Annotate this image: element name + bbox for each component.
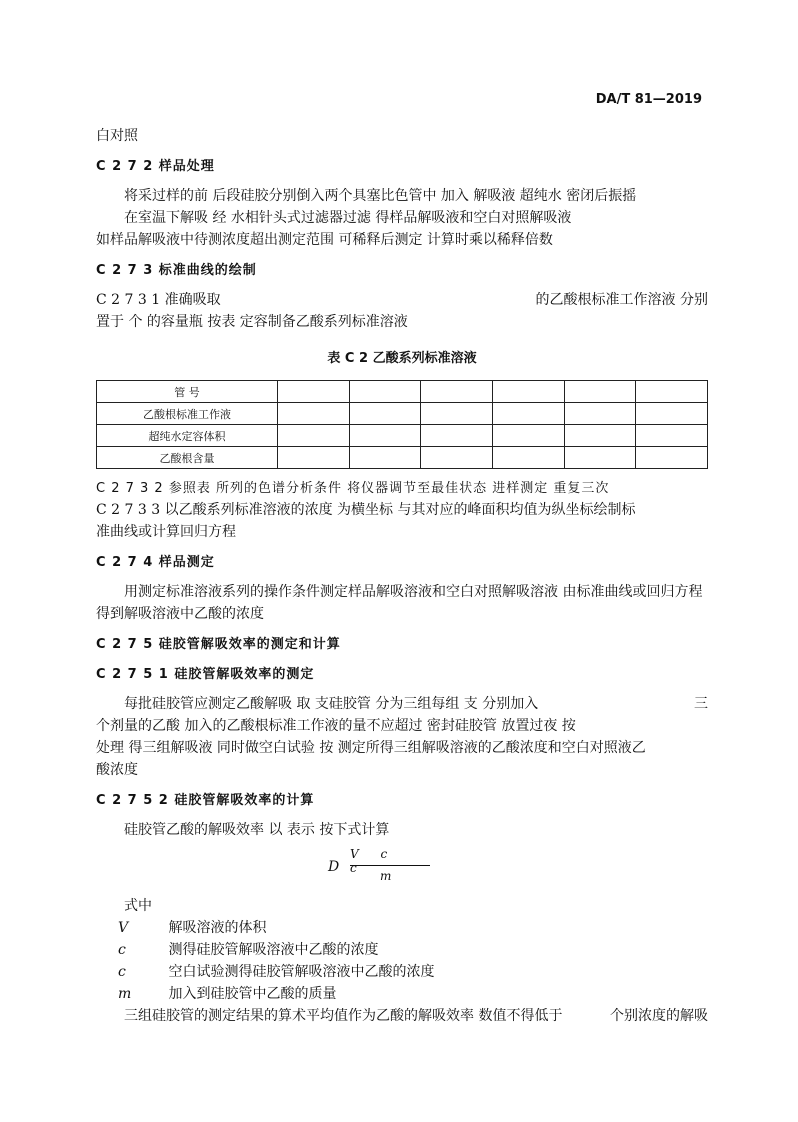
formula-num-c1: c: [380, 847, 388, 861]
c274-line-1: 用测定标准溶液系列的操作条件测定样品解吸溶液和空白对照解吸溶液 由标准曲线或回归方程: [124, 584, 703, 600]
formula-fraction-bar: [350, 865, 430, 866]
formula-num-v: V: [350, 847, 359, 861]
c2731-lead: C 2 7 3 1 准确吸取: [96, 292, 221, 308]
symbol-definitions: [96, 917, 708, 1005]
definition-item: [96, 939, 708, 961]
c2731-tail: 的乙酸根标准工作溶液 分别: [535, 292, 708, 308]
definition-item: [96, 961, 708, 983]
table-row-label: 乙酸根含量: [97, 447, 278, 469]
section-c2751-heading: C 2 7 5 1 硅胶管解吸效率的测定: [96, 667, 315, 682]
table-c2: [96, 380, 708, 469]
table-row: [97, 425, 708, 447]
final-line-end: 个别浓度的解吸: [610, 1008, 708, 1024]
section-c273-heading: C 2 7 3 标准曲线的绘制: [96, 263, 257, 278]
definition-text: 加入到硅胶管中乙酸的质量: [168, 986, 337, 1002]
definition-symbol: c: [118, 942, 126, 958]
final-line-text: 三组硅胶管的测定结果的算术平均值作为乙酸的解吸效率 数值不得低于: [124, 1008, 563, 1024]
definition-item: [96, 983, 708, 1005]
c2751-line-1-text: 每批硅胶管应测定乙酸解吸 取 支硅胶管 分为三组每组 支 分别加入: [124, 696, 539, 712]
c2752-line: 硅胶管乙酸的解吸效率 以 表示 按下式计算: [124, 822, 390, 838]
section-c275-heading: C 2 7 5 硅胶管解吸效率的测定和计算: [96, 637, 341, 652]
desorption-formula: [96, 847, 708, 891]
definition-symbol: c: [118, 964, 126, 980]
definition-symbol: V: [118, 920, 129, 936]
c2732-line: C 2 7 3 2 参照表 所列的色谱分析条件 将仪器调节至最佳状态 进样测定 重复三次: [96, 481, 610, 496]
formula-num-c0: c: [350, 861, 357, 875]
definition-symbol: m: [118, 986, 132, 1002]
document-body: [96, 125, 708, 1027]
c2733-line-1: C 2 7 3 3 以乙酸系列标准溶液的浓度 为横坐标 与其对应的峰面积均值为纵坐标绘制标: [96, 502, 636, 518]
formula-denominator: m: [380, 869, 392, 883]
c2751-line-3: 处理 得三组解吸液 同时做空白试验 按 测定所得三组解吸溶液的乙酸浓度和空白对照液乙: [96, 740, 646, 756]
c272-line-1: 将采过样的前 后段硅胶分别倒入两个具塞比色管中 加入 解吸液 超纯水 密闭后振摇: [124, 188, 637, 204]
definition-text: 测得硅胶管解吸溶液中乙酸的浓度: [168, 942, 379, 958]
table-row: [97, 381, 708, 403]
section-c272-para: [96, 185, 708, 229]
definition-text: 空白试验测得硅胶管解吸溶液中乙酸的浓度: [168, 964, 435, 980]
c2731-line-2: 置于 个 的容量瓶 按表 定容制备乙酸系列标准溶液: [96, 314, 408, 330]
section-c272-heading: C 2 7 2 样品处理: [96, 159, 215, 174]
table-row-label: 超纯水定容体积: [97, 425, 278, 447]
definition-item: [96, 917, 708, 939]
c274-line-2: 得到解吸溶液中乙酸的浓度: [96, 606, 264, 622]
c2751-line-2: 个剂量的乙酸 加入的乙酸根标准工作液的量不应超过 密封硅胶管 放置过夜 按: [96, 718, 576, 734]
where-label: 式中: [124, 898, 152, 914]
c2751-line-1-end: 三: [694, 696, 708, 712]
standard-code: DA/T 81—2019: [595, 92, 702, 107]
table-row-label: 乙酸根标准工作液: [97, 403, 278, 425]
section-c2752-heading: C 2 7 5 2 硅胶管解吸效率的计算: [96, 793, 315, 808]
table-row: [97, 447, 708, 469]
final-line: [96, 1005, 708, 1027]
table-row-label: 管 号: [97, 381, 278, 403]
definition-text: 解吸溶液的体积: [168, 920, 267, 936]
c2751-line-4: 酸浓度: [96, 762, 138, 778]
section-c274-heading: C 2 7 4 样品测定: [96, 555, 215, 570]
c2751-line-1: [96, 693, 708, 715]
intro-fragment: 白对照: [96, 128, 138, 144]
c272-line-2: 在室温下解吸 经 水相针头式过滤器过滤 得样品解吸液和空白对照解吸液: [124, 210, 572, 226]
c2731-line-1: [96, 289, 708, 311]
c2733-line-2: 准曲线或计算回归方程: [96, 524, 236, 540]
c272-line-3: 如样品解吸液中待测浓度超出测定范围 可稀释后测定 计算时乘以稀释倍数: [96, 232, 553, 248]
formula-lhs: D: [328, 859, 340, 875]
table-c2-title: 表 C 2 乙酸系列标准溶液: [327, 351, 477, 366]
table-row: [97, 403, 708, 425]
